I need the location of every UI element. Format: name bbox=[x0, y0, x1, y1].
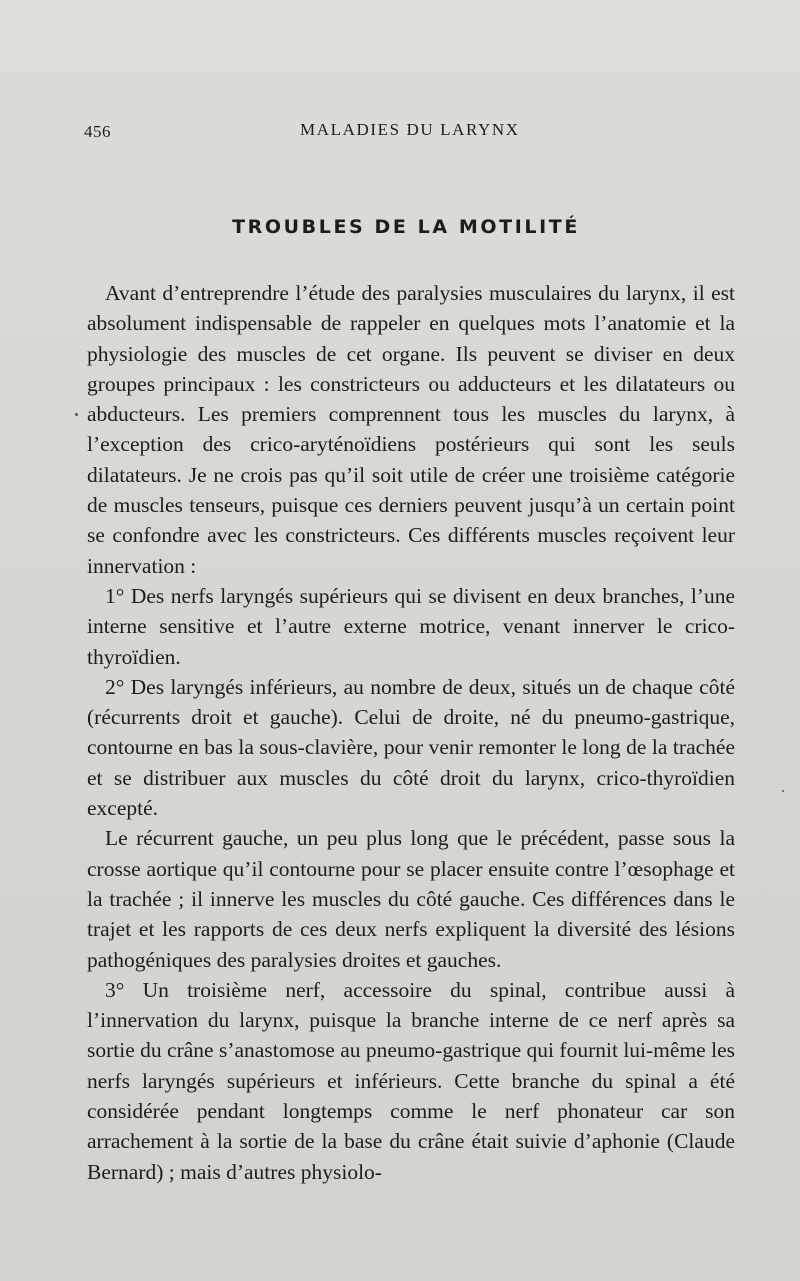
body-text bbox=[87, 278, 735, 1187]
paper-speck bbox=[782, 790, 784, 792]
section-title: TROUBLES DE LA MOTILITÉ bbox=[232, 216, 580, 238]
page-number: 456 bbox=[84, 122, 111, 141]
paragraph-item-2: 2° Des laryngés inférieurs, au nombre de deux, situés un de chaque côté (récurrents droit et gauche). Celui de droite, né du pneumo-gastrique, contourne en bas la sous-clavière, pour venir remonter le long de la trachée et se distribuer aux muscles du côté droit du larynx, crico-thyroïdien excepté. bbox=[87, 674, 735, 821]
paragraph-item-3: 3° Un troisième nerf, accessoire du spinal, contribue aussi à l’innervation du larynx, puisque la branche interne de ce nerf après sa sortie du crâne s’anastomose au pneumo-gastrique qui fournit lui-même les nerfs laryngés supérieurs et inférieurs. Cette branche du spinal a été considérée pendant longtemps comme le nerf phonateur car son arrachement à la sortie de la base du crâne était suivie d’aphonie (Claude Bernard) ; mais d’autres physiolo- bbox=[87, 977, 735, 1184]
running-title: MALADIES DU LARYNX bbox=[300, 120, 520, 139]
paragraph-intro: Avant d’entreprendre l’étude des paralysies musculaires du larynx, il est absolument indispensable de rappeler en quelques mots l’anatomie et la physiologie des muscles de cet organe. Ils peuvent se diviser en deux groupes principaux : les constricteurs ou adducteurs et les dilatateurs ou abducteurs. Les premiers comprennent tous les muscles du larynx, à l’exception des crico-aryténoïdiens postérieurs qui sont les seuls dilatateurs. Je ne crois pas qu’il soit utile de créer une troisième catégorie de muscles tenseurs, puisque ces derniers peuvent jusqu’à un certain point se confondre avec les constricteurs. Ces différents muscles reçoivent leur innervation : bbox=[87, 281, 735, 578]
paragraph-item-1: 1° Des nerfs laryngés supérieurs qui se divisent en deux branches, l’une interne sensitive et l’autre externe motrice, venant innerver le crico-thyroïdien. bbox=[87, 583, 735, 669]
paragraph-left-recurrent: Le récurrent gauche, un peu plus long que le précédent, passe sous la crosse aortique qu’il contourne pour se placer ensuite contre l’œsophage et la trachée ; il innerve les muscles du côté gauche. Ces différences dans le trajet et les rapports de ces deux nerfs expliquent la diversité des lésions pathogéniques des paralysies droites et gauches. bbox=[87, 826, 735, 972]
paper-speck bbox=[75, 413, 78, 416]
